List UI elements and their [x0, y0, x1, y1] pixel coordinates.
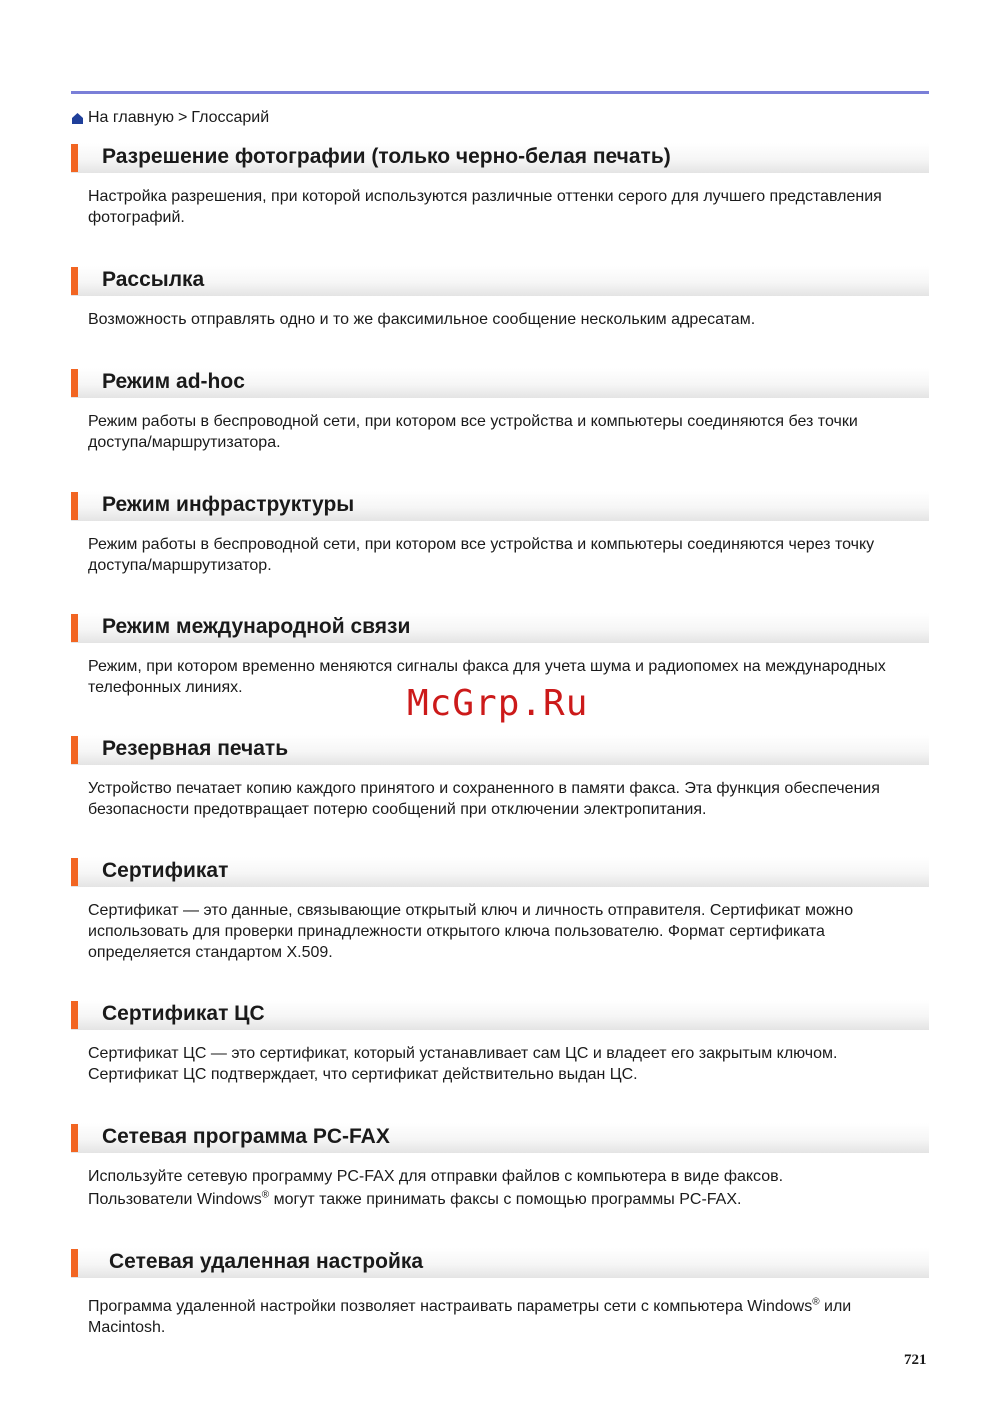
glossary-entry — [71, 143, 929, 228]
glossary-entry — [71, 266, 929, 330]
entry-header — [71, 491, 929, 521]
entry-text-line: Режим работы в беспроводной сети, при котором все устройства и компьютеры соединяются через точку — [88, 536, 875, 553]
glossary-entry — [71, 368, 929, 453]
entry-text-line: доступа/маршрутизатор. — [88, 557, 272, 574]
glossary-entry — [71, 735, 929, 820]
entry-description — [88, 1166, 933, 1210]
entry-text-line: Сертификат ЦС — это сертификат, который устанавливает сам ЦС и владеет его закрытым ключом. — [88, 1045, 838, 1062]
registered-mark: ® — [261, 1189, 270, 1201]
entry-description — [88, 411, 933, 453]
entry-header — [71, 368, 929, 398]
entry-accent-bar — [71, 736, 78, 764]
entry-header — [71, 735, 929, 765]
entry-accent-bar — [71, 144, 78, 172]
entry-text-line: Режим работы в беспроводной сети, при котором все устройства и компьютеры соединяются без точки — [88, 413, 858, 430]
breadcrumb-current: Глоссарий — [191, 109, 270, 126]
entry-title: Рассылка — [102, 268, 205, 291]
entry-text-line: Возможность отправлять одно и то же факсимильное сообщение нескольким адресатам. — [88, 311, 756, 328]
entry-title: Резервная печать — [102, 737, 289, 760]
entry-accent-bar — [71, 1124, 78, 1152]
entry-accent-bar — [71, 614, 78, 642]
entry-header — [71, 613, 929, 643]
entry-text-line: доступа/маршрутизатора. — [88, 434, 281, 451]
entry-text-line: Устройство печатает копию каждого принятого и сохраненного в памяти факса. Эта функция обеспечения — [88, 780, 880, 797]
entry-text-line: Macintosh. — [88, 1319, 166, 1336]
entry-description — [88, 1296, 933, 1338]
entry-title: Режим инфраструктуры — [102, 493, 355, 516]
entry-title: Сетевая удаленная настройка — [109, 1250, 424, 1273]
entry-accent-bar — [71, 492, 78, 520]
entry-description — [88, 309, 933, 330]
glossary-entry — [71, 1123, 929, 1210]
entry-description — [88, 900, 933, 963]
entry-accent-bar — [71, 858, 78, 886]
entry-header — [71, 266, 929, 296]
entry-text-line: фотографий. — [88, 209, 185, 226]
breadcrumb — [71, 109, 269, 127]
entry-header — [71, 1123, 929, 1153]
entry-text-line: Режим, при котором временно меняются сигналы факса для учета шума и радиопомех на международных — [88, 658, 886, 675]
entry-text-line: Сертификат ЦС подтверждает, что сертификат действительно выдан ЦС. — [88, 1066, 638, 1083]
entry-header — [71, 1248, 929, 1278]
entry-text-line: Настройка разрешения, при которой используются различные оттенки серого для лучшего представления — [88, 188, 882, 205]
breadcrumb-home-link[interactable]: На главную — [88, 109, 174, 126]
entry-title: Режим ad-hoc — [102, 370, 245, 393]
entry-description — [88, 778, 933, 820]
entry-header — [71, 857, 929, 887]
entry-accent-bar — [71, 267, 78, 295]
text-segment: могут также принимать факсы с помощью программы PC-FAX. — [269, 1191, 742, 1208]
text-segment: Программа удаленной настройки позволяет настраивать параметры сети с компьютера Windows — [88, 1298, 813, 1315]
top-rule — [71, 91, 929, 94]
entry-title: Сертификат ЦС — [102, 1002, 265, 1025]
entry-text-line: Сертификат — это данные, связывающие открытый ключ и личность отправителя. Сертификат можно — [88, 902, 854, 919]
glossary-entry — [71, 1248, 929, 1338]
entry-header — [71, 143, 929, 173]
entry-title: Режим международной связи — [102, 615, 411, 638]
glossary-entry — [71, 491, 929, 576]
entry-title: Разрешение фотографии (только черно-белая печать) — [102, 145, 671, 168]
glossary-entry — [71, 1000, 929, 1085]
entry-title: Сетевая программа PC-FAX — [102, 1125, 390, 1148]
text-segment: Пользователи Windows — [88, 1191, 262, 1208]
entry-text-line: использовать для проверки принадлежности открытого ключа пользователю. Формат сертификата — [88, 923, 825, 940]
entry-title: Сертификат — [102, 859, 229, 882]
text-segment: или — [819, 1298, 852, 1315]
entry-accent-bar — [71, 1001, 78, 1029]
page-number: 721 — [904, 1352, 927, 1368]
registered-mark: ® — [812, 1296, 820, 1308]
entry-text-line: Используйте сетевую программу PC-FAX для отправки файлов с компьютера в виде факсов. — [88, 1168, 784, 1185]
watermark: McGrp.Ru — [407, 683, 589, 724]
glossary-entry — [71, 857, 929, 963]
entry-text-line: определяется стандартом X.509. — [88, 944, 333, 961]
entry-description — [88, 534, 933, 576]
entry-accent-bar — [71, 1249, 78, 1277]
home-icon[interactable] — [71, 112, 84, 125]
entry-description — [88, 186, 933, 228]
entry-header — [71, 1000, 929, 1030]
entry-text-line — [88, 1296, 933, 1317]
breadcrumb-separator: > — [177, 109, 188, 126]
entry-description — [88, 1043, 933, 1085]
entry-text-line: безопасности предотвращает потерю сообщений при отключении электропитания. — [88, 801, 707, 818]
entry-accent-bar — [71, 369, 78, 397]
entry-text-line: телефонных линиях. — [88, 679, 243, 696]
entry-text-line — [88, 1189, 933, 1210]
